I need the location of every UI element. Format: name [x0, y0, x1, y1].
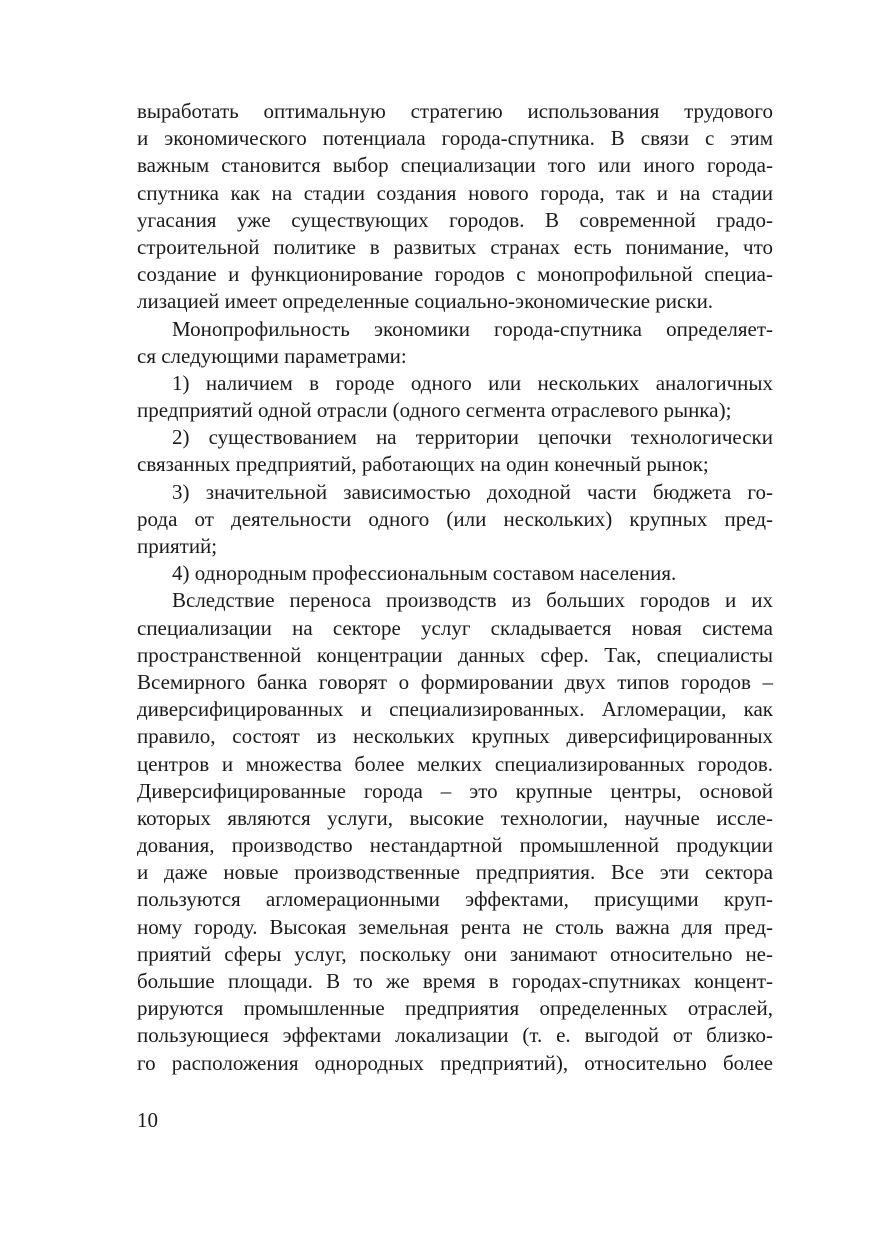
text-line: 2) существованием на территории цепочки технологически: [172, 425, 773, 450]
text-line: диверсифицированных и специализированных. Агломерации, как: [137, 697, 773, 722]
text-line: большие площади. В то же время в городах-спутниках концент-: [137, 969, 773, 993]
text-line: предприятий одной отрасли (одного сегмента отраслевого рынка);: [137, 398, 732, 423]
text-line: связанных предприятий, работающих на один конечный рынок;: [137, 452, 709, 477]
text-line: ному городу. Высокая земельная рента не столь важна для пред-: [137, 914, 773, 939]
list-item-1: [137, 370, 773, 424]
text-line: приятий;: [137, 534, 218, 558]
text-line: важным становится выбор специализации того или иного города-: [137, 153, 773, 178]
document-page: [137, 0, 773, 1241]
text-line: Монопрофильность экономики города-спутника определяет-: [172, 316, 773, 341]
text-line: центров и множества более мелких специализированных городов.: [137, 751, 773, 776]
text-line: выработать оптимальную стратегию использования трудового: [137, 99, 773, 123]
text-line: ся следующими параметрами:: [137, 343, 407, 368]
text-line: рода от деятельности одного (или нескольких) крупных пред-: [137, 506, 773, 531]
paragraph-1: [137, 98, 773, 316]
text-line: 3) значительной зависимостью доходной части бюджета го-: [172, 479, 773, 504]
text-line: пользующиеся эффектами локализации (т. е. выгодой от близко-: [137, 1023, 773, 1048]
text-line: спутника как на стадии создания нового города, так и на стадии: [137, 180, 773, 205]
paragraph-3: [137, 587, 773, 1076]
text-line: Всемирного банка говорят о формировании двух типов городов –: [137, 669, 773, 694]
text-line: и даже новые производственные предприятия. Все эти сектора: [137, 860, 773, 885]
text-line: 1) наличием в городе одного или нескольких аналогичных: [172, 370, 773, 395]
text-line: Вследствие переноса производств из больших городов и их: [172, 588, 773, 613]
text-line: специализации на секторе услуг складывается новая система: [137, 615, 773, 640]
paragraph-2: [137, 316, 773, 370]
text-line: 4) однородным профессиональным составом населения.: [172, 561, 677, 586]
text-line: создание и функционирование городов с монопрофильной специа-: [137, 262, 773, 287]
page-number: 10: [137, 1108, 158, 1132]
text-line: пользуются агломерационными эффектами, присущими круп-: [137, 887, 773, 912]
text-line: которых являются услуги, высокие технологии, научные иссле-: [137, 805, 773, 830]
text-line: угасания уже существующих городов. В современной градо-: [137, 207, 773, 232]
text-line: рируются промышленные предприятия определенных отраслей,: [137, 996, 773, 1021]
list-item-4: [137, 560, 773, 587]
body-text: [137, 98, 773, 1077]
list-item-3: [137, 479, 773, 561]
text-line: пространственной концентрации данных сфер. Так, специалисты: [137, 642, 773, 667]
text-line: и экономического потенциала города-спутника. В связи с этим: [137, 126, 773, 151]
text-line: строительной политике в развитых странах есть понимание, что: [137, 234, 773, 259]
text-line: лизацией имеет определенные социально-экономические риски.: [137, 289, 714, 314]
text-line: приятий сферы услуг, поскольку они занимают относительно не-: [137, 941, 773, 966]
text-line: правило, состоят из нескольких крупных диверсифицированных: [137, 724, 773, 749]
text-line: го расположения однородных предприятий), относительно более: [137, 1050, 773, 1075]
list-item-2: [137, 424, 773, 478]
text-line: дования, производство нестандартной промышленной продукции: [137, 833, 773, 858]
text-line: Диверсифицированные города – это крупные центры, основой: [137, 778, 773, 803]
